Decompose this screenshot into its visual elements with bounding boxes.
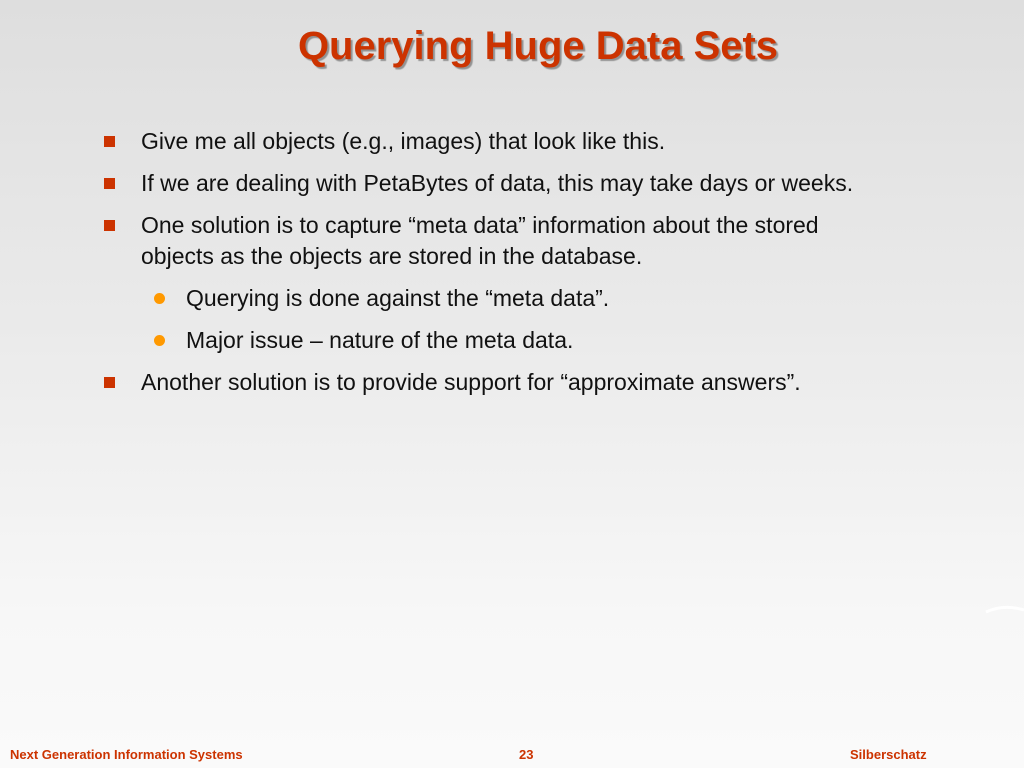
footer-course-title: Next Generation Information Systems bbox=[10, 747, 243, 762]
square-bullet-icon bbox=[104, 377, 115, 388]
footer-page-number: 23 bbox=[519, 747, 534, 762]
bullet-item bbox=[104, 210, 884, 272]
slide-title: Querying Huge Data Sets bbox=[297, 24, 779, 68]
swoosh-decoration bbox=[984, 600, 1024, 620]
sub-bullet-item bbox=[104, 325, 884, 356]
sub-bullet-item bbox=[104, 283, 884, 314]
bullet-item bbox=[104, 367, 884, 398]
dot-bullet-icon bbox=[154, 293, 165, 304]
bullet-item bbox=[104, 168, 884, 199]
bullet-text: Give me all objects (e.g., images) that look like this. bbox=[141, 128, 666, 154]
sub-bullet-text: Major issue – nature of the meta data. bbox=[186, 327, 574, 353]
square-bullet-icon bbox=[104, 136, 115, 147]
bullet-text: One solution is to capture “meta data” information about the stored objects as the objects are stored in the database. bbox=[141, 212, 819, 269]
footer-author: Silberschatz bbox=[850, 747, 927, 762]
dot-bullet-icon bbox=[154, 335, 165, 346]
square-bullet-icon bbox=[104, 220, 115, 231]
bullet-item bbox=[104, 126, 884, 157]
sub-bullet-text: Querying is done against the “meta data”. bbox=[186, 285, 610, 311]
bullet-text: Another solution is to provide support for “approximate answers”. bbox=[141, 369, 801, 395]
square-bullet-icon bbox=[104, 178, 115, 189]
bullet-list bbox=[104, 126, 884, 409]
bullet-text: If we are dealing with PetaBytes of data, this may take days or weeks. bbox=[141, 170, 854, 196]
